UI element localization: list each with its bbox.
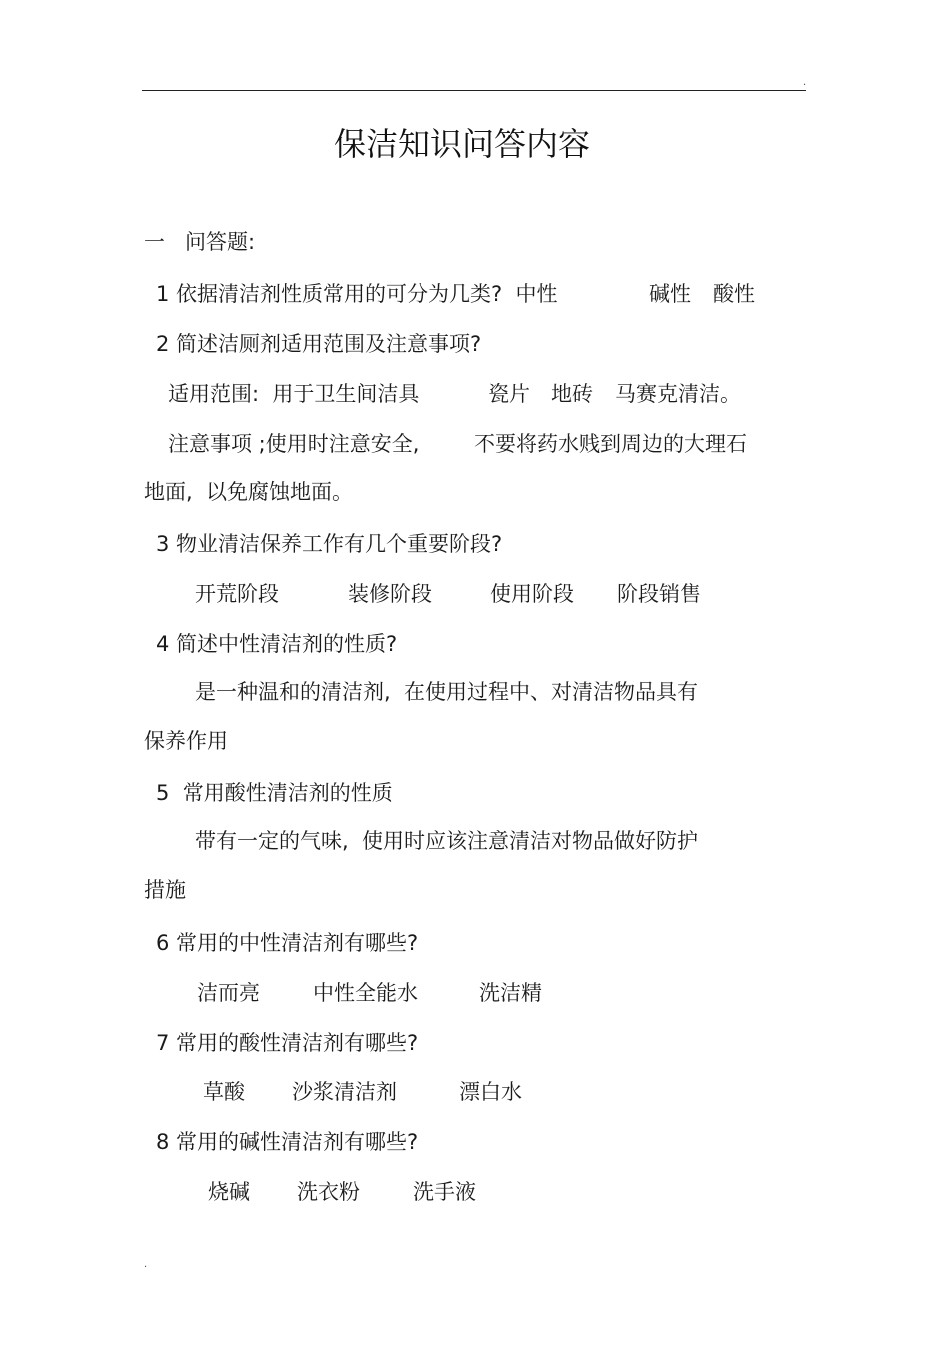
question-5-answer: 带有一定的气味, 使用时应该注意清洁对物品做好防护 bbox=[195, 829, 699, 853]
answer-item: 漂白水 bbox=[459, 1080, 522, 1104]
question-2-notes bbox=[168, 430, 788, 458]
answer-item: 中性全能水 bbox=[313, 981, 418, 1005]
question-2-notes-continued: 地面, 以免腐蚀地面。 bbox=[144, 480, 354, 504]
answer-item: 开荒阶段 bbox=[195, 582, 279, 606]
question-1-answer-alkaline: 碱性 bbox=[649, 282, 691, 306]
question-2-scope-label: 适用范围: 用于卫生间洁具 bbox=[168, 382, 420, 406]
question-6-answers bbox=[197, 979, 677, 1007]
page-title: 保洁知识问答内容 bbox=[333, 125, 590, 163]
question-4-answer-continued: 保养作用 bbox=[144, 729, 228, 753]
section-heading: 一 问答题: bbox=[144, 230, 256, 254]
question-2-scope-item: 瓷片 bbox=[488, 382, 530, 406]
question-3-answers bbox=[195, 580, 755, 608]
answer-item: 洁而亮 bbox=[197, 981, 260, 1005]
answer-item: 使用阶段 bbox=[490, 582, 574, 606]
answer-item: 沙浆清洁剂 bbox=[292, 1080, 397, 1104]
question-4-answer: 是一种温和的清洁剂, 在使用过程中、对清洁物品具有 bbox=[195, 680, 699, 704]
answer-item: 洗洁精 bbox=[479, 981, 542, 1005]
question-2-scope bbox=[168, 380, 788, 408]
question-2-notes-part-2: 不要将药水贱到周边的大理石 bbox=[474, 432, 747, 456]
answer-item: 装修阶段 bbox=[348, 582, 432, 606]
corner-mark-bottom: . bbox=[144, 1259, 148, 1270]
answer-item: 阶段销售 bbox=[617, 582, 701, 606]
question-7-answers bbox=[203, 1078, 663, 1106]
question-2-scope-item: 地砖 bbox=[551, 382, 593, 406]
question-1 bbox=[156, 280, 796, 308]
header-rule bbox=[142, 90, 806, 91]
question-2-scope-item: 马赛克清洁。 bbox=[615, 382, 741, 406]
question-6: 6 常用的中性清洁剂有哪些? bbox=[156, 931, 419, 955]
question-2-notes-part-1: 注意事项 ;使用时注意安全, bbox=[168, 432, 420, 456]
question-4: 4 简述中性清洁剂的性质? bbox=[156, 632, 398, 656]
answer-item: 草酸 bbox=[203, 1080, 245, 1104]
question-8: 8 常用的碱性清洁剂有哪些? bbox=[156, 1130, 419, 1154]
question-3: 3 物业清洁保养工作有几个重要阶段? bbox=[156, 532, 503, 556]
question-5-answer-continued: 措施 bbox=[144, 878, 186, 902]
answer-item: 洗手液 bbox=[413, 1180, 476, 1204]
question-2: 2 简述洁厕剂适用范围及注意事项? bbox=[156, 332, 482, 356]
corner-mark-top: . bbox=[803, 77, 807, 88]
answer-item: 烧碱 bbox=[208, 1180, 250, 1204]
question-5: 5 常用酸性清洁剂的性质 bbox=[156, 781, 393, 805]
question-1-text: 1 依据清洁剂性质常用的可分为几类? 中性 bbox=[156, 282, 558, 306]
question-7: 7 常用的酸性清洁剂有哪些? bbox=[156, 1031, 419, 1055]
answer-item: 洗衣粉 bbox=[297, 1180, 360, 1204]
question-8-answers bbox=[208, 1178, 628, 1206]
question-1-answer-acidic: 酸性 bbox=[713, 282, 755, 306]
